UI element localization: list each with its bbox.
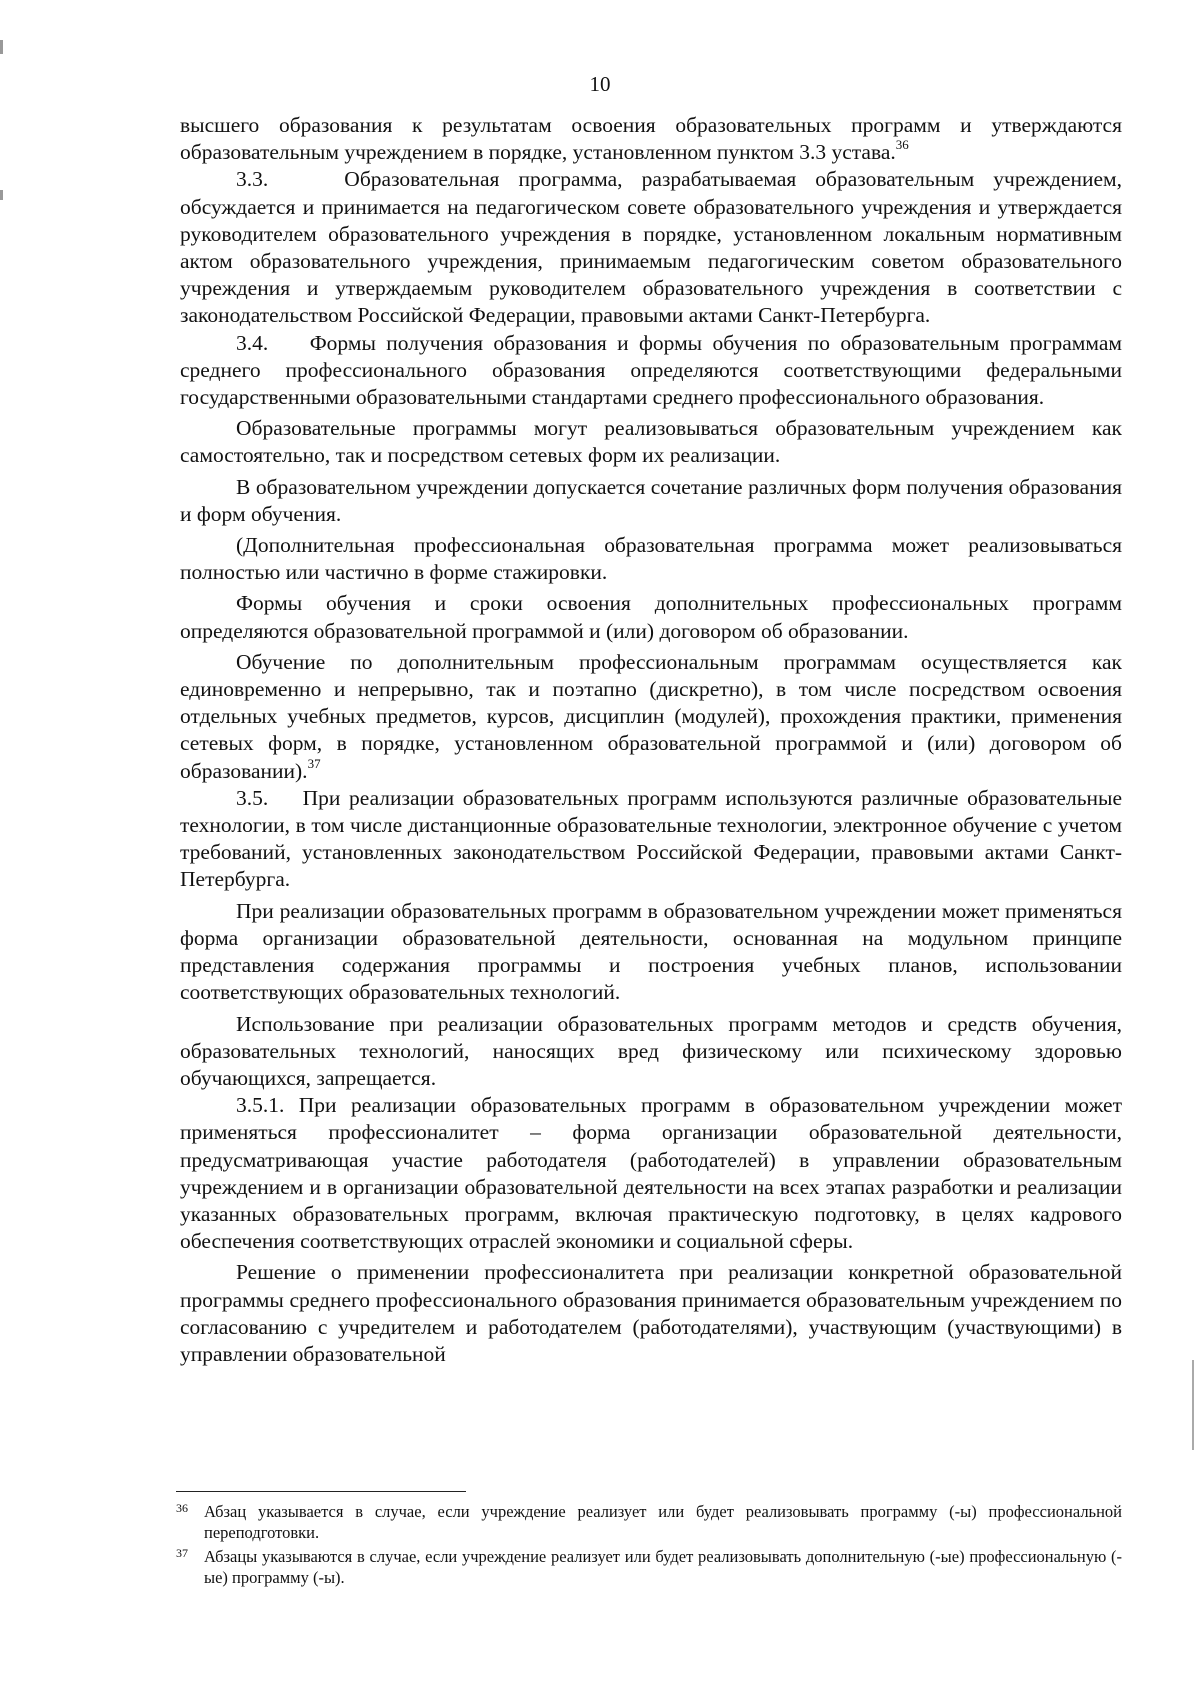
paragraph bbox=[180, 330, 1122, 412]
page-number: 10 bbox=[589, 72, 611, 96]
paragraph-text: Использование при реализации образовательных программ методов и средств обучения, образовательных технологий, наносящих вред физическому или психическому здоровью обучающихся, запрещается. bbox=[180, 1011, 1122, 1090]
scan-artifact bbox=[0, 190, 3, 200]
paragraph-text: Обучение по дополнительным профессиональным программам осуществляется как единовременно и непрерывно, так и поэтапно (дискретно), в том числе посредством освоения отдельных учебных предметов, курсов, дисциплин (модулей), прохождения практики, применения сетевых форм, в порядке, установленном образовательной программой и (или) договором об образовании). bbox=[180, 649, 1122, 783]
paragraph bbox=[180, 474, 1122, 528]
footnote bbox=[176, 1501, 1122, 1543]
paragraph-text: Образовательные программы могут реализовываться образовательным учреждением как самостоятельно, так и посредством сетевых форм их реализации. bbox=[180, 416, 1122, 468]
paragraph bbox=[180, 1092, 1122, 1255]
paragraph-text: 3.5.1. При реализации образовательных программ в образовательном учреждении может применяться профессионалитет – форма организации образовательной деятельности, предусматривающая участие работодателя (работодателей) в управлении образовательным учреждением и в организации образовательной деятельности на всех этапах разработки и реализации указанных образовательных программ, включая практическую подготовку, в целях кадрового обеспечения соответствующих отраслей экономики и социальной сферы. bbox=[180, 1093, 1122, 1254]
paragraph-text: 3.5. При реализации образовательных программ используются различные образовательные технологии, в том числе дистанционные образовательные технологии, электронное обучение с учетом требований, установленных законодательством Российской Федерации, правовыми актами Санкт-Петербурга. bbox=[180, 785, 1122, 892]
paragraph-text: В образовательном учреждении допускается сочетание различных форм получения образования и форм обучения. bbox=[180, 474, 1122, 526]
paragraph-text: высшего образования к результатам освоения образовательных программ и утверждаются образовательным учреждением в порядке, установленном пунктом 3.3 устава. bbox=[180, 113, 1122, 165]
scan-artifact bbox=[1192, 1360, 1194, 1450]
paragraph bbox=[180, 532, 1122, 586]
paragraph bbox=[180, 1011, 1122, 1093]
paragraph bbox=[180, 785, 1122, 894]
footnote-text: Абзац указывается в случае, если учреждение реализует или будет реализовывать программу (-ы) профессиональной переподготовки. bbox=[204, 1502, 1122, 1542]
paragraph-text: 3.3. Образовательная программа, разрабатываемая образовательным учреждением, обсуждается и принимается на педагогическом совете образовательного учреждения и утверждается руководителем образовательного учреждения в порядке, установленном локальным нормативным актом образовательного учреждения, принимаемым педагогическим советом образовательного учреждения и утверждаемым руководителем образовательного учреждения в соответствии с законодательством Российской Федерации, правовыми актами Санкт-Петербурга. bbox=[180, 167, 1122, 328]
paragraph bbox=[180, 590, 1122, 644]
footnote-text: Абзацы указываются в случае, если учреждение реализует или будет реализовывать дополнительную (-ые) профессиональную (-ые) программу (-ы). bbox=[204, 1547, 1122, 1587]
paragraph-text: При реализации образовательных программ в образовательном учреждении может применяться форма организации образовательной деятельности, основанная на модульном принципе представления содержания программы и построения учебных планов, использовании соответствующих образовательных технологий. bbox=[180, 898, 1122, 1005]
footnote-number: 36 bbox=[176, 1501, 188, 1515]
document-body bbox=[180, 112, 1122, 1368]
footnote-ref: 37 bbox=[307, 755, 321, 771]
paragraph bbox=[180, 112, 1122, 166]
paragraph-text: Формы обучения и сроки освоения дополнительных профессиональных программ определяются образовательной программой и (или) договором об образовании. bbox=[180, 591, 1122, 643]
paragraph bbox=[180, 166, 1122, 329]
footnote-separator bbox=[176, 1491, 466, 1492]
footnote bbox=[176, 1546, 1122, 1588]
paragraph bbox=[180, 1259, 1122, 1368]
paragraph-text: (Дополнительная профессиональная образовательная программа может реализовываться полностью или частично в форме стажировки. bbox=[180, 533, 1122, 585]
paragraph-text: Решение о применении профессионалитета при реализации конкретной образовательной программы среднего профессионального образования принимается образовательным учреждением по согласованию с учредителем и работодателем (работодателями), участвующим (участвующими) в управлении образовательной bbox=[180, 1260, 1122, 1366]
footnote-ref: 36 bbox=[895, 137, 909, 153]
paragraph-text: 3.4. Формы получения образования и формы обучения по образовательным программам среднего профессионального образования определяются соответствующими федеральными государственными образовательными стандартами среднего профессионального образования. bbox=[180, 330, 1122, 410]
paragraph bbox=[180, 898, 1122, 1007]
paragraph bbox=[180, 415, 1122, 469]
footnotes bbox=[176, 1501, 1122, 1591]
footnote-number: 37 bbox=[176, 1546, 188, 1560]
scan-artifact bbox=[0, 40, 3, 54]
paragraph bbox=[180, 649, 1122, 785]
